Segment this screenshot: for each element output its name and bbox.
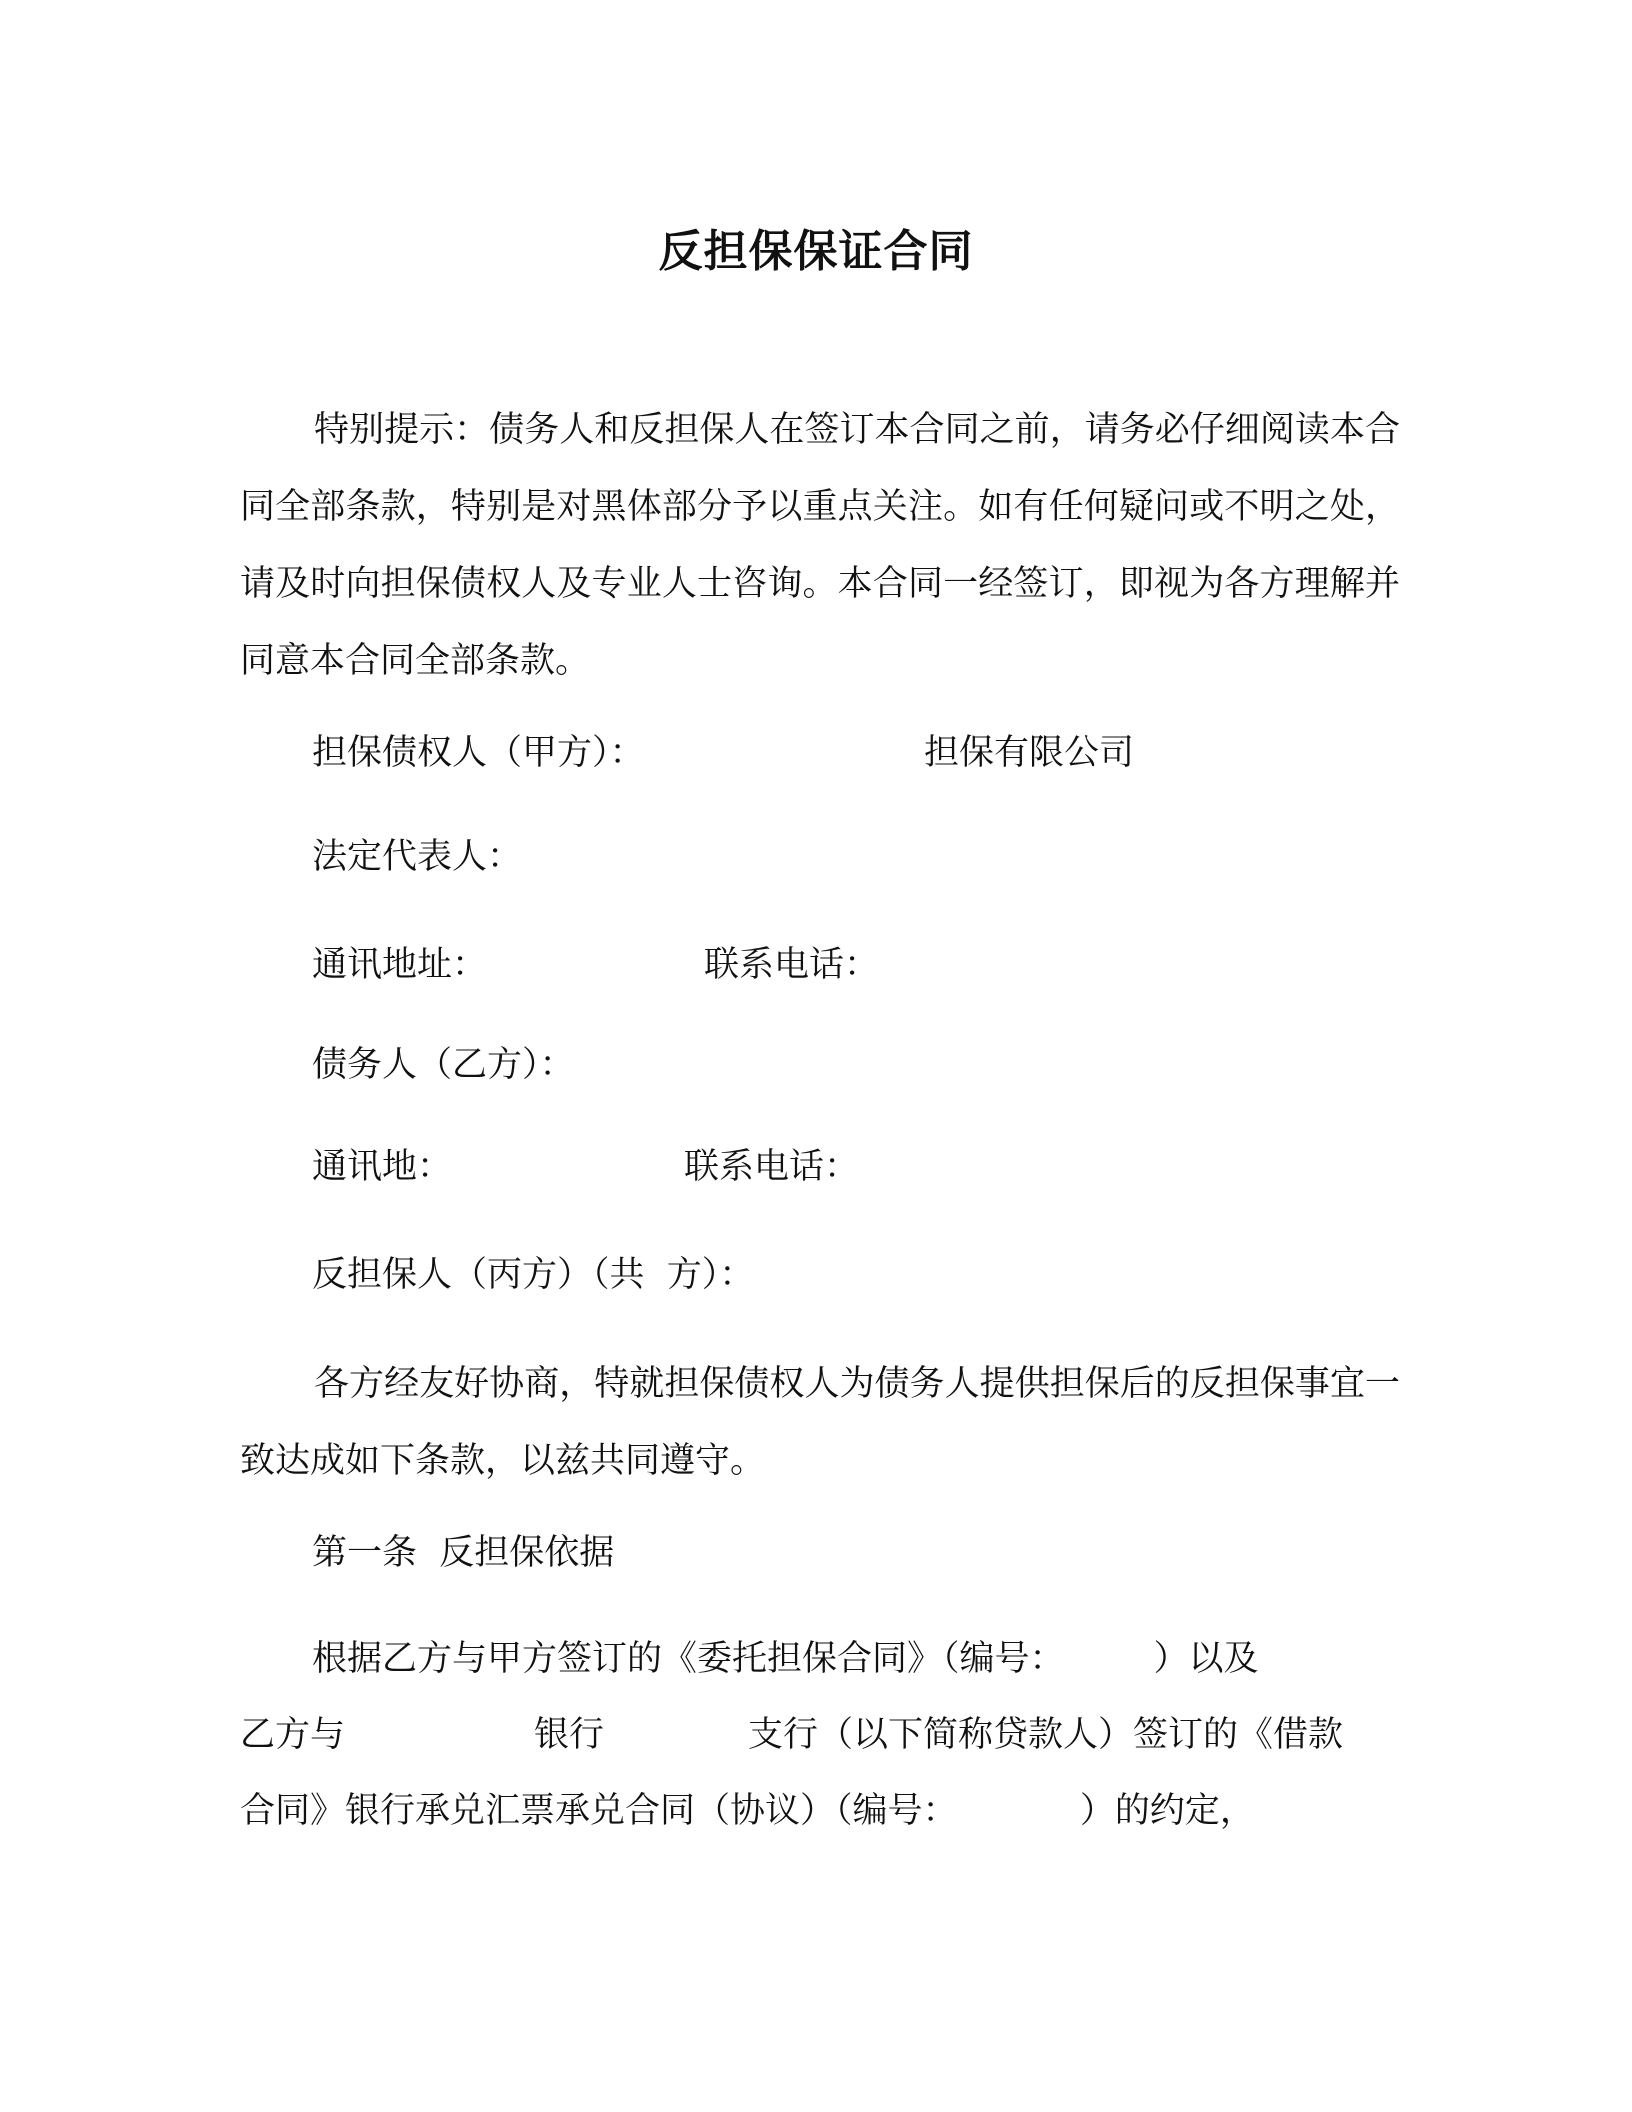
- party-c-label: 反担保人（丙方）（共 方）：: [312, 1255, 755, 1295]
- document-title: 反担保保证合同: [658, 226, 974, 277]
- intro-paragraph: 各方经友好协商，特就担保债权人为债务人提供担保后的反担保事宜一致达成如下条款，以兹共同遵守。: [240, 1364, 1400, 1481]
- party-a-name: 担保有限公司: [924, 733, 1135, 773]
- party-b-address-label: 通讯地：: [312, 1147, 453, 1187]
- article1-line2-bank: 银行: [534, 1715, 605, 1755]
- notice-paragraph: 特别提示：债务人和反担保人在签订本合同之前，请务必仔细阅读本合同全部条款，特别是对黑体部分予以重点关注。如有任何疑问或不明之处，请及时向担保债权人及专业人士咨询。本合同一经签订，即视为各方理解并同意本合同全部条款。: [240, 410, 1400, 681]
- party-a-label: 担保债权人（甲方）：: [312, 733, 645, 773]
- party-a-phone-label: 联系电话：: [704, 945, 880, 985]
- article1-line2-end: 支行（以下简称贷款人）签订的《借款: [748, 1715, 1344, 1755]
- article1-line3: 合同》银行承兑汇票承兑合同（协议）（编号： ）的约定，: [240, 1791, 1255, 1831]
- article1-heading: 第一条 反担保依据: [312, 1533, 615, 1573]
- party-b-label: 债务人（乙方）：: [312, 1045, 575, 1085]
- article1-line2-start: 乙方与: [240, 1715, 346, 1755]
- party-b-phone-label: 联系电话：: [684, 1147, 860, 1187]
- party-a-address-label: 通讯地址：: [312, 945, 488, 985]
- legal-rep-label: 法定代表人：: [312, 837, 523, 877]
- article1-line1: 根据乙方与甲方签订的《委托担保合同》（编号： ）以及: [312, 1639, 1259, 1679]
